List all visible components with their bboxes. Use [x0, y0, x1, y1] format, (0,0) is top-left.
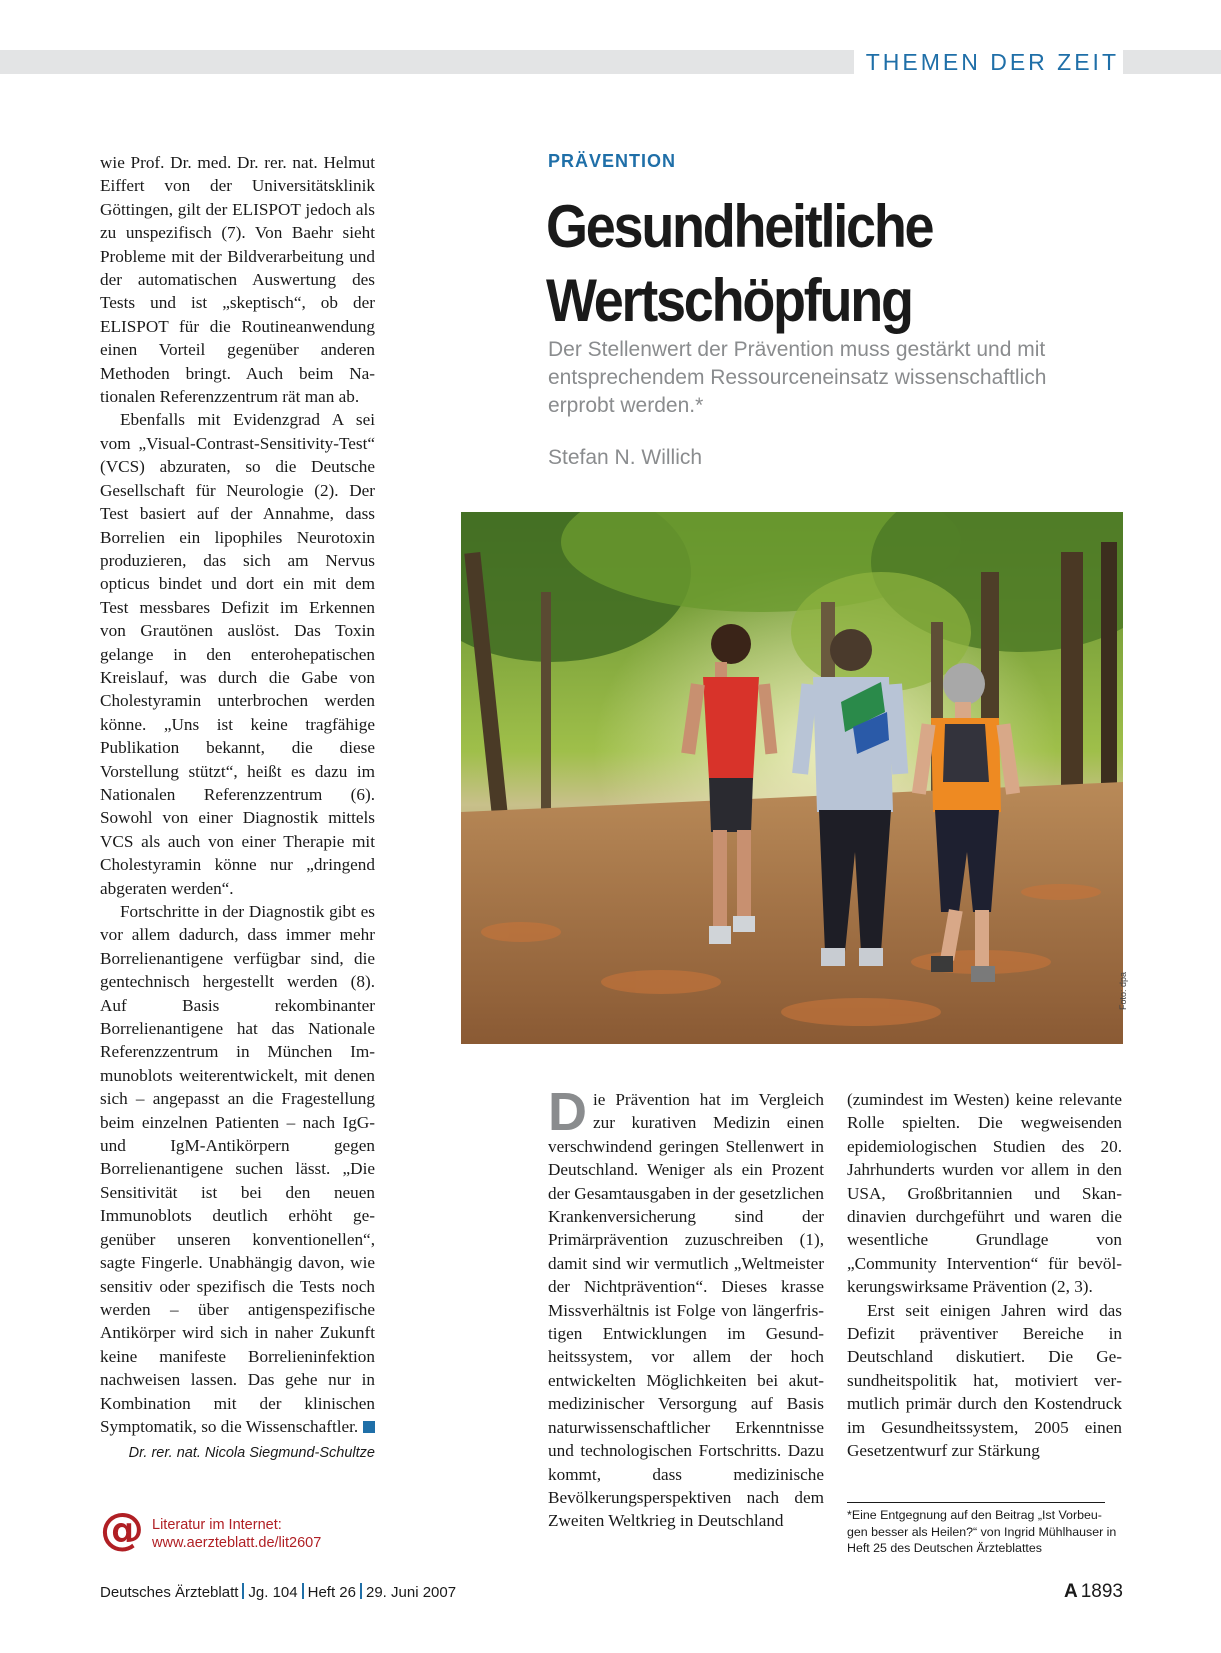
article-kicker: PRÄVENTION	[548, 151, 677, 171]
joggers-illustration	[461, 512, 1123, 1044]
headline-line-2: Wertschöpfung	[546, 267, 912, 334]
article-body-column-2	[847, 1088, 1122, 1463]
left-column	[100, 151, 375, 1466]
article-body-column-1	[548, 1082, 824, 1533]
footer-separator	[302, 1583, 304, 1599]
left-paragraph-2: Ebenfalls mit Evidenzgrad A sei vom „Visual-Contrast-Sensitivity-Test“ (VCS) abzuraten, so die Deutsche Gesellschaft für Neurologie (2). Der Test basiert auf der Annahme, dass Borrelien ein lipophiles Neurotoxin produzieren, das sich am Nervus opticus bindet und dort ein mit dem Test messbares Defizit im Erkennen von Grautönen auslöst. Das Toxin gelange in den enterohepatischen Kreislauf, was durch die Gabe von Cholestyramin unterbrochen werden könne. „Uns ist keine tragfähige Publikation bekannt, die diese Vorstellung stützt“, heißt es dazu im Nationalen Referenzzentrum (6). Sowohl von einer Diagnostik mittels VCS als auch von einer Therapie mit Cholestyramin könne nur „dringend abgeraten werden“.	[100, 410, 375, 898]
article-byline: Stefan N. Willich	[548, 446, 703, 469]
section-label: THEMEN DER ZEIT	[854, 48, 1123, 76]
article-paragraph-3: Erst seit einigen Jahren wird das Defizit präventiver Bereiche in Deutschland diskutiert. Die Gesundheitspolitik hat, motiviert vermutlich primär durch den Kostendruck im Gesundheitssystem, 2005 einen Gesetzentwurf zur Stärkung	[847, 1300, 1122, 1461]
footnote-divider	[847, 1502, 1105, 1503]
footnote: *Eine Entgegnung auf den Beitrag „Ist Vorbeugen besser als Heilen?“ von Ingrid Mühlhauser in Heft 25 des Deutschen Ärzteblattes	[847, 1508, 1117, 1555]
article-first-paragraph	[548, 1082, 824, 1533]
footer-separator	[360, 1583, 362, 1599]
journal-issue: Heft 26	[307, 1584, 356, 1601]
page-footer	[100, 1583, 456, 1601]
at-sign-icon: @	[100, 1504, 144, 1555]
literature-link-block[interactable]	[100, 1504, 380, 1560]
article-photo-joggers	[461, 512, 1123, 1044]
left-paragraph-3	[100, 900, 375, 1438]
drop-cap: D	[548, 1082, 587, 1142]
left-paragraph-1: wie Prof. Dr. med. Dr. rer. nat. Helmut Eiffert von der Universitätsklinik Göttingen, gilt der ELISPOT jedoch als zu unspezifisch (7). Von Baehr sieht Probleme mit der Bildverarbeitung und der automatischen Auswertung des Tests und ist „skeptisch“, ob der ELISPOT für die Routineanwendung einen Vorteil gegenüber anderen Methoden bringt. Auch beim Nationalen Referenzzentrum rät man ab.	[100, 153, 375, 407]
article-headline	[546, 190, 1050, 338]
page-number	[1064, 1581, 1123, 1603]
journal-date: 29. Juni 2007	[366, 1584, 457, 1601]
headline-line-1: Gesundheitliche	[546, 193, 933, 260]
literature-url-link[interactable]: www.aerzteblatt.de/lit2607	[152, 1535, 322, 1551]
page-number-value: 1893	[1080, 1581, 1123, 1602]
literature-label: Literatur im Internet:	[152, 1517, 282, 1533]
journal-volume: Jg. 104	[248, 1584, 298, 1601]
article-first-paragraph-text: ie Prävention hat im Vergleich zur kurativen Medizin einen verschwindend geringen Stellenwert in Deutschland. Weniger als ein Prozent der Gesamtausgaben in der gesetzlichen Krankenversicherung sind der Primärprävention zuzuschreiben (1), damit sind wir vermutlich „Weltmeister der Nichtprävention“. Dieses krasse Missverhältnis ist Folge von längerfristigen Entwicklungen im Gesundheitssystem, vor allem der hoch entwickelten Möglichkeiten bei akutmedizinischer Versorgung auf Basis naturwissenschaftlicher Erkenntnisse und technologischen Fortschritts. Dazu kommt, dass medizinische Bevölkerungsperspektiven nach dem Zweiten Weltkrieg in Deutschland	[548, 1090, 824, 1531]
journal-name: Deutsches Ärzteblatt	[100, 1584, 239, 1601]
photo-credit: Foto: dpa	[1118, 971, 1128, 1010]
article-paragraph-2: (zumindest im Westen) keine relevante Rolle spielten. Die wegweisenden epidemiologischen Studien des 20. Jahrhunderts wurden vor allem in den USA, Großbritannien und Skandinavien durchgeführt und waren die wesentliche Grundlage von „Community Intervention“ für bevölkerungswirksame Prävention (2, 3).	[847, 1090, 1122, 1297]
page-prefix: A	[1063, 1581, 1078, 1602]
article-subtitle: Der Stellenwert der Prävention muss gestärkt und mit entsprechendem Ressourceneinsatz wissenschaftlich erprobt werden.*	[548, 338, 1047, 417]
footer-separator	[242, 1583, 244, 1599]
left-paragraph-3-text: Fortschritte in der Diagnostik gibt es vor allem dadurch, dass immer mehr Borrelienantigene verfügbar sind, die gentechnisch hergestellt werden (8). Auf Basis rekombinanter Borrelienantigene hat das Nationale Referenzzentrum in München Immunoblots weiterentwickelt, mit denen sich – angepasst an die Fragestellung beim einzelnen Patienten – nach IgG- und IgM-Antikörpern gegen Borrelienantigene suchen lässt. „Die Sensitivität ist bei den neuen Immunoblots deutlich erhöht gegenüber unseren konventionellen“, sagte Fingerle. Unabhängig davon, wie sensitiv oder spezifisch die Tests noch werden – über antigenspezifische Antikörper wird sich in naher Zukunft keine manifeste Borrelieninfektion nachweisen lassen. Das gehe nur in Kombination mit der klinischen Symptomatik, so die Wissenschaftler.	[100, 902, 375, 1436]
end-of-article-square-icon	[363, 1421, 375, 1433]
literature-text	[152, 1516, 321, 1552]
author-signature: Dr. rer. nat. Nicola Siegmund-Schultze	[128, 1445, 375, 1462]
